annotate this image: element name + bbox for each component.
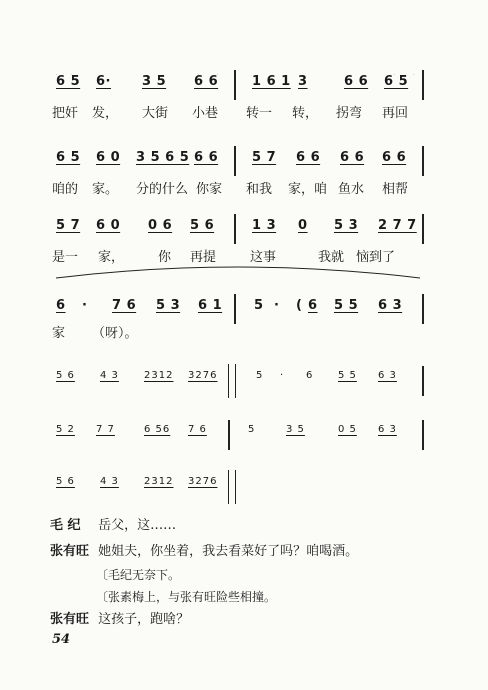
lyric: 家。 bbox=[92, 182, 119, 197]
note-group: 6 3 bbox=[378, 424, 397, 435]
bar-line bbox=[422, 214, 424, 244]
note-group: 0 bbox=[298, 218, 308, 233]
notation-row bbox=[52, 424, 424, 444]
note-group: 6 0 bbox=[96, 218, 121, 233]
speaker-name: 张有旺 bbox=[50, 612, 90, 627]
note-group: 5 6 bbox=[56, 476, 75, 487]
note-group: 5 5 bbox=[334, 298, 359, 313]
lyric: 你家 bbox=[196, 182, 223, 197]
stage-direction: 〔张素梅上，与张有旺险些相撞。 bbox=[96, 590, 277, 604]
lyric: 再提 bbox=[190, 250, 217, 265]
note-group: 3 5 bbox=[142, 74, 167, 89]
note-group: 5 5 bbox=[338, 370, 357, 381]
note-group: 5 6 bbox=[56, 370, 75, 381]
dialogue-text: 岳父，这…… bbox=[98, 518, 177, 533]
note-group: 7 7 bbox=[96, 424, 115, 435]
lyric: 发， bbox=[92, 106, 119, 121]
notation-row bbox=[52, 218, 424, 238]
note-group: 6 6 bbox=[296, 150, 321, 165]
note-group: 6 56 bbox=[144, 424, 171, 435]
lyric: 鱼水 bbox=[338, 182, 365, 197]
bar-line bbox=[234, 214, 236, 244]
phrase-slur bbox=[52, 262, 424, 280]
note-group: 5 7 bbox=[56, 218, 81, 233]
note-group: 3 5 bbox=[286, 424, 305, 435]
note-group: 6 bbox=[56, 298, 66, 313]
bar-line bbox=[234, 70, 236, 100]
note-group: 3276 bbox=[188, 370, 218, 381]
lyric: 和我 bbox=[246, 182, 273, 197]
notation-row bbox=[52, 298, 424, 318]
dialogue-text: 这孩子，跑啥？ bbox=[98, 612, 190, 627]
lyric: 再回 bbox=[382, 106, 409, 121]
dialogue-line bbox=[50, 514, 176, 533]
bar-line bbox=[228, 420, 230, 450]
lyric: 我就 bbox=[318, 250, 345, 265]
lyric: 家 bbox=[52, 326, 66, 341]
notation-row bbox=[52, 476, 424, 496]
bar-line bbox=[422, 420, 424, 450]
note-group: 5 3 bbox=[156, 298, 181, 313]
note-group: 6 6 bbox=[194, 150, 219, 165]
note-group: 4 3 bbox=[100, 476, 119, 487]
notation-row bbox=[52, 370, 424, 390]
note-group: 6 3 bbox=[378, 370, 397, 381]
note-group: 5 3 bbox=[334, 218, 359, 233]
note-group: 5 bbox=[254, 298, 264, 313]
lyric-row bbox=[52, 178, 424, 196]
lyric: 家， bbox=[98, 250, 125, 265]
lyric: 相帮 bbox=[382, 182, 409, 197]
lyric: 分的什么 bbox=[136, 182, 189, 197]
note-group: 6 6 bbox=[382, 150, 407, 165]
note-group: 3 bbox=[298, 74, 308, 89]
note-group: 6 6 bbox=[340, 150, 365, 165]
note-group: 5 6 bbox=[190, 218, 215, 233]
bar-line bbox=[422, 366, 424, 396]
note-group: 1 6 1 bbox=[252, 74, 291, 89]
note-group: 0 5 bbox=[338, 424, 357, 435]
note-dot: · bbox=[280, 370, 285, 381]
dialogue-line bbox=[50, 540, 358, 559]
lyric: 把奸 bbox=[52, 106, 79, 121]
note-group: 5 7 bbox=[252, 150, 277, 165]
lyric-row bbox=[52, 102, 424, 120]
note-group: 1 3 bbox=[252, 218, 277, 233]
note-group: 2312 bbox=[144, 370, 174, 381]
note-group: 6 6 bbox=[194, 74, 219, 89]
bar-line bbox=[234, 294, 236, 324]
lyric: 恼到了 bbox=[356, 250, 396, 265]
lyric: 小巷 bbox=[192, 106, 219, 121]
notation-row bbox=[52, 150, 424, 170]
bar-line bbox=[234, 146, 236, 176]
lyric: 这事 bbox=[250, 250, 277, 265]
note-group: 4 3 bbox=[100, 370, 119, 381]
note-group: 6 bbox=[308, 298, 318, 313]
note-group: 6 5 bbox=[56, 74, 81, 89]
repeat-barline bbox=[228, 364, 236, 398]
note-group: 0 6 bbox=[148, 218, 173, 233]
note-group: 3 5 6 5 bbox=[136, 150, 190, 165]
note-dot: · bbox=[274, 298, 280, 313]
lyric: 转， bbox=[292, 106, 319, 121]
bar-line bbox=[422, 70, 424, 100]
lyric: 家，咱 bbox=[288, 182, 328, 197]
note-group: 6· bbox=[96, 74, 111, 89]
note-group: 6 bbox=[306, 370, 314, 381]
dialogue-line bbox=[50, 608, 189, 627]
speaker-name: 张有旺 bbox=[50, 544, 90, 559]
note-group: 6 5 bbox=[384, 74, 409, 89]
dialogue-text: 她姐夫，你坐着，我去看菜好了吗？咱喝酒。 bbox=[98, 544, 359, 559]
note-group: 2 7 7 bbox=[378, 218, 417, 233]
lyric: 拐弯 bbox=[336, 106, 363, 121]
bar-line bbox=[422, 146, 424, 176]
speaker-name: 毛 纪 bbox=[50, 518, 81, 533]
note-group: 5 bbox=[248, 424, 256, 435]
note-group: 6 3 bbox=[378, 298, 403, 313]
lyric: 咱的 bbox=[52, 182, 79, 197]
lyric: 你 bbox=[158, 250, 172, 265]
open-paren: ( bbox=[296, 298, 303, 313]
lyric: 大街 bbox=[142, 106, 169, 121]
note-group: 6 5 bbox=[56, 150, 81, 165]
note-group: 5 2 bbox=[56, 424, 75, 435]
note-group: 6 1 bbox=[198, 298, 223, 313]
note-dot: · bbox=[82, 298, 88, 313]
note-group: 5 bbox=[256, 370, 264, 381]
note-group: 3276 bbox=[188, 476, 218, 487]
stage-direction: 〔毛纪无奈下。 bbox=[96, 568, 181, 582]
bar-line bbox=[422, 294, 424, 324]
note-group: 6 6 bbox=[344, 74, 369, 89]
repeat-barline bbox=[228, 470, 236, 504]
notation-row bbox=[52, 74, 424, 94]
note-group: 6 0 bbox=[96, 150, 121, 165]
note-group: 7 6 bbox=[188, 424, 207, 435]
lyric-row bbox=[52, 322, 424, 340]
lyric: 转一 bbox=[246, 106, 273, 121]
lyric: （呀）。 bbox=[92, 326, 138, 341]
note-group: 2312 bbox=[144, 476, 174, 487]
lyric: 是一 bbox=[52, 250, 79, 265]
note-group: 7 6 bbox=[112, 298, 137, 313]
page-number: 54 bbox=[52, 632, 71, 647]
